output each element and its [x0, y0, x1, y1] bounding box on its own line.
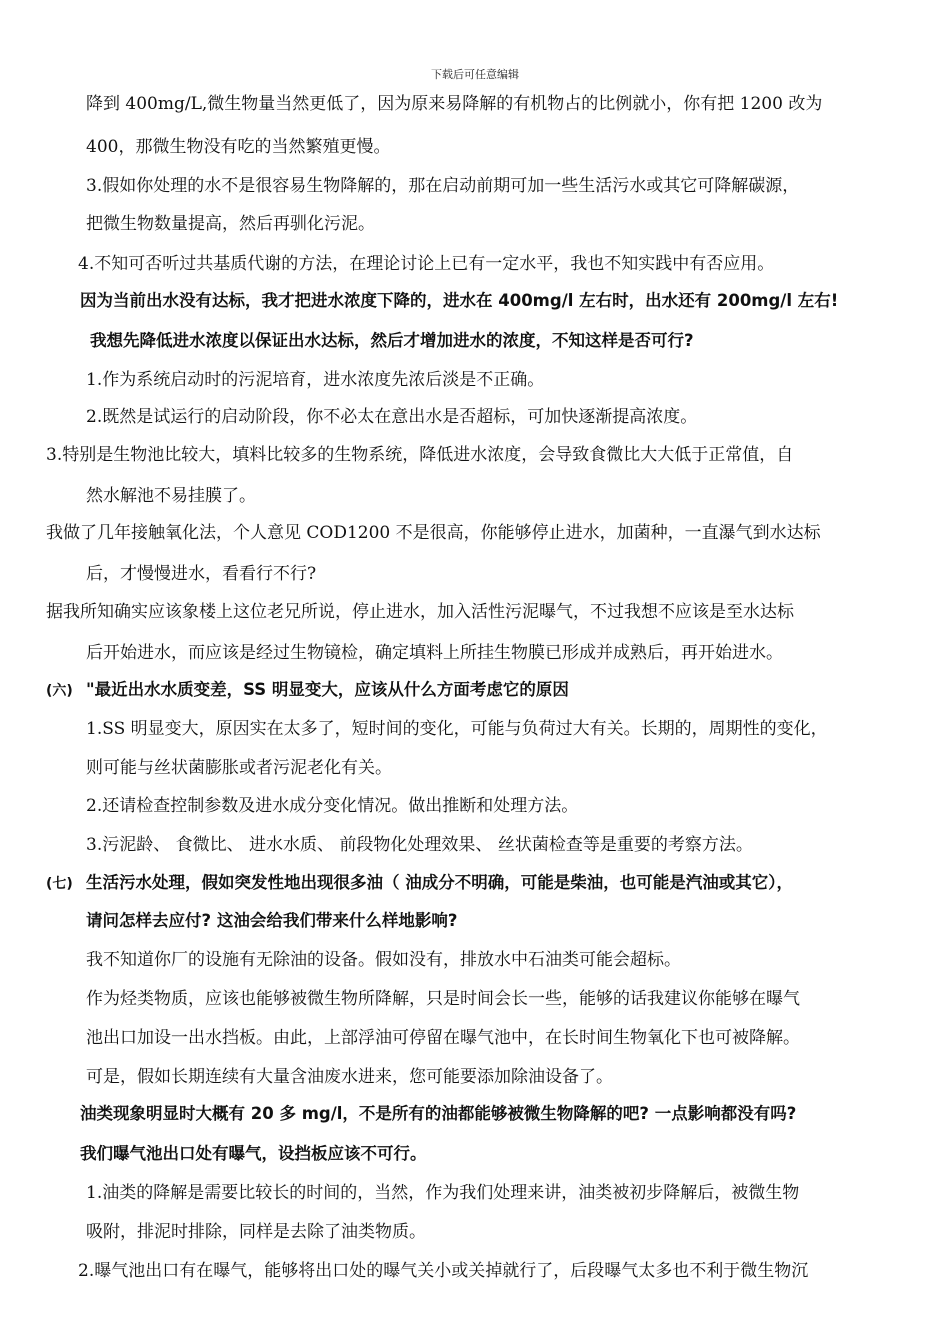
- text-line: 则可能与丝状菌膨胀或者污泥老化有关。: [86, 758, 392, 778]
- text-line: 池出口加设一出水挡板。由此，上部浮油可停留在曝气池中，在长时间生物氧化下也可被降解。: [86, 1028, 800, 1048]
- text-line: 我做了几年接触氧化法，个人意见 COD1200 不是很高，你能够停止进水，加菌种，一直瀑气到水达标: [46, 523, 821, 543]
- page-header: 下载后可任意编辑: [431, 68, 519, 81]
- question-line: 我想先降低进水浓度以保证出水达标，然后才增加进水的浓度，不知这样是否可行?: [90, 331, 694, 350]
- section-heading: 请问怎样去应付? 这油会给我们带来什么样地影响?: [86, 911, 458, 930]
- question-line: 我们曝气池出口处有曝气，设挡板应该不可行。: [80, 1144, 427, 1163]
- text-line: 2.既然是试运行的启动阶段，你不必太在意出水是否超标，可加快逐渐提高浓度。: [86, 407, 698, 427]
- text-line: 1.SS 明显变大，原因实在太多了，短时间的变化，可能与负荷过大有关。长期的，周期性的变化，: [86, 719, 828, 739]
- section-number: (六): [46, 683, 73, 699]
- text-line: 然水解池不易挂膜了。: [86, 486, 256, 506]
- text-line: 降到 400mg/L,微生物量当然更低了，因为原来易降解的有机物占的比例就小，你有把 1200 改为: [86, 94, 823, 114]
- text-line: 吸附，排泥时排除，同样是去除了油类物质。: [86, 1222, 426, 1242]
- question-line: 油类现象明显时大概有 20 多 mg/l，不是所有的油都能够被微生物降解的吧? 一点影响都没有吗?: [80, 1104, 797, 1123]
- text-line: 4.不知可否听过共基质代谢的方法，在理论讨论上已有一定水平，我也不知实践中有否应用。: [78, 254, 775, 274]
- text-line: 3.特别是生物池比较大，填料比较多的生物系统，降低进水浓度，会导致食微比大大低于正常值，自: [46, 445, 794, 465]
- text-line: 400，那微生物没有吃的当然繁殖更慢。: [86, 137, 391, 157]
- text-line: 2.还请检查控制参数及进水成分变化情况。做出推断和处理方法。: [86, 796, 579, 816]
- section-heading: 生活污水处理，假如突发性地出现很多油（ 油成分不明确，可能是柴油，也可能是汽油或其它），: [86, 873, 793, 892]
- text-line: 把微生物数量提高，然后再驯化污泥。: [86, 214, 375, 234]
- text-line: 据我所知确实应该象楼上这位老兄所说，停止进水，加入活性污泥曝气，不过我想不应该是至水达标: [46, 602, 794, 622]
- text-line: 可是，假如长期连续有大量含油废水进来，您可能要添加除油设备了。: [86, 1067, 613, 1087]
- text-line: 后开始进水，而应该是经过生物镜检，确定填料上所挂生物膜已形成并成熟后，再开始进水。: [86, 643, 783, 663]
- section-number: (七): [46, 876, 73, 892]
- text-line: 3.假如你处理的水不是很容易生物降解的，那在启动前期可加一些生活污水或其它可降解碳源，: [86, 176, 800, 196]
- text-line: 作为烃类物质，应该也能够被微生物所降解，只是时间会长一些，能够的话我建议你能够在曝气: [86, 989, 800, 1009]
- text-line: 1.油类的降解是需要比较长的时间的，当然，作为我们处理来讲，油类被初步降解后，被微生物: [86, 1183, 800, 1203]
- question-line: 因为当前出水没有达标，我才把进水浓度下降的，进水在 400mg/l 左右时，出水还有 200mg/l 左右!: [80, 291, 839, 310]
- text-line: 我不知道你厂的设施有无除油的设备。假如没有，排放水中石油类可能会超标。: [86, 950, 681, 970]
- section-heading: "最近出水水质变差，SS 明显变大，应该从什么方面考虑它的原因: [86, 680, 569, 699]
- text-line: 后，才慢慢进水，看看行不行?: [86, 564, 317, 584]
- text-line: 1.作为系统启动时的污泥培育，进水浓度先浓后淡是不正确。: [86, 370, 545, 390]
- text-line: 3.污泥龄、 食微比、 进水水质、 前段物化处理效果、 丝状菌检查等是重要的考察方法。: [86, 835, 753, 855]
- text-line: 2.曝气池出口有在曝气，能够将出口处的曝气关小或关掉就行了，后段曝气太多也不利于微生物沉: [78, 1261, 809, 1281]
